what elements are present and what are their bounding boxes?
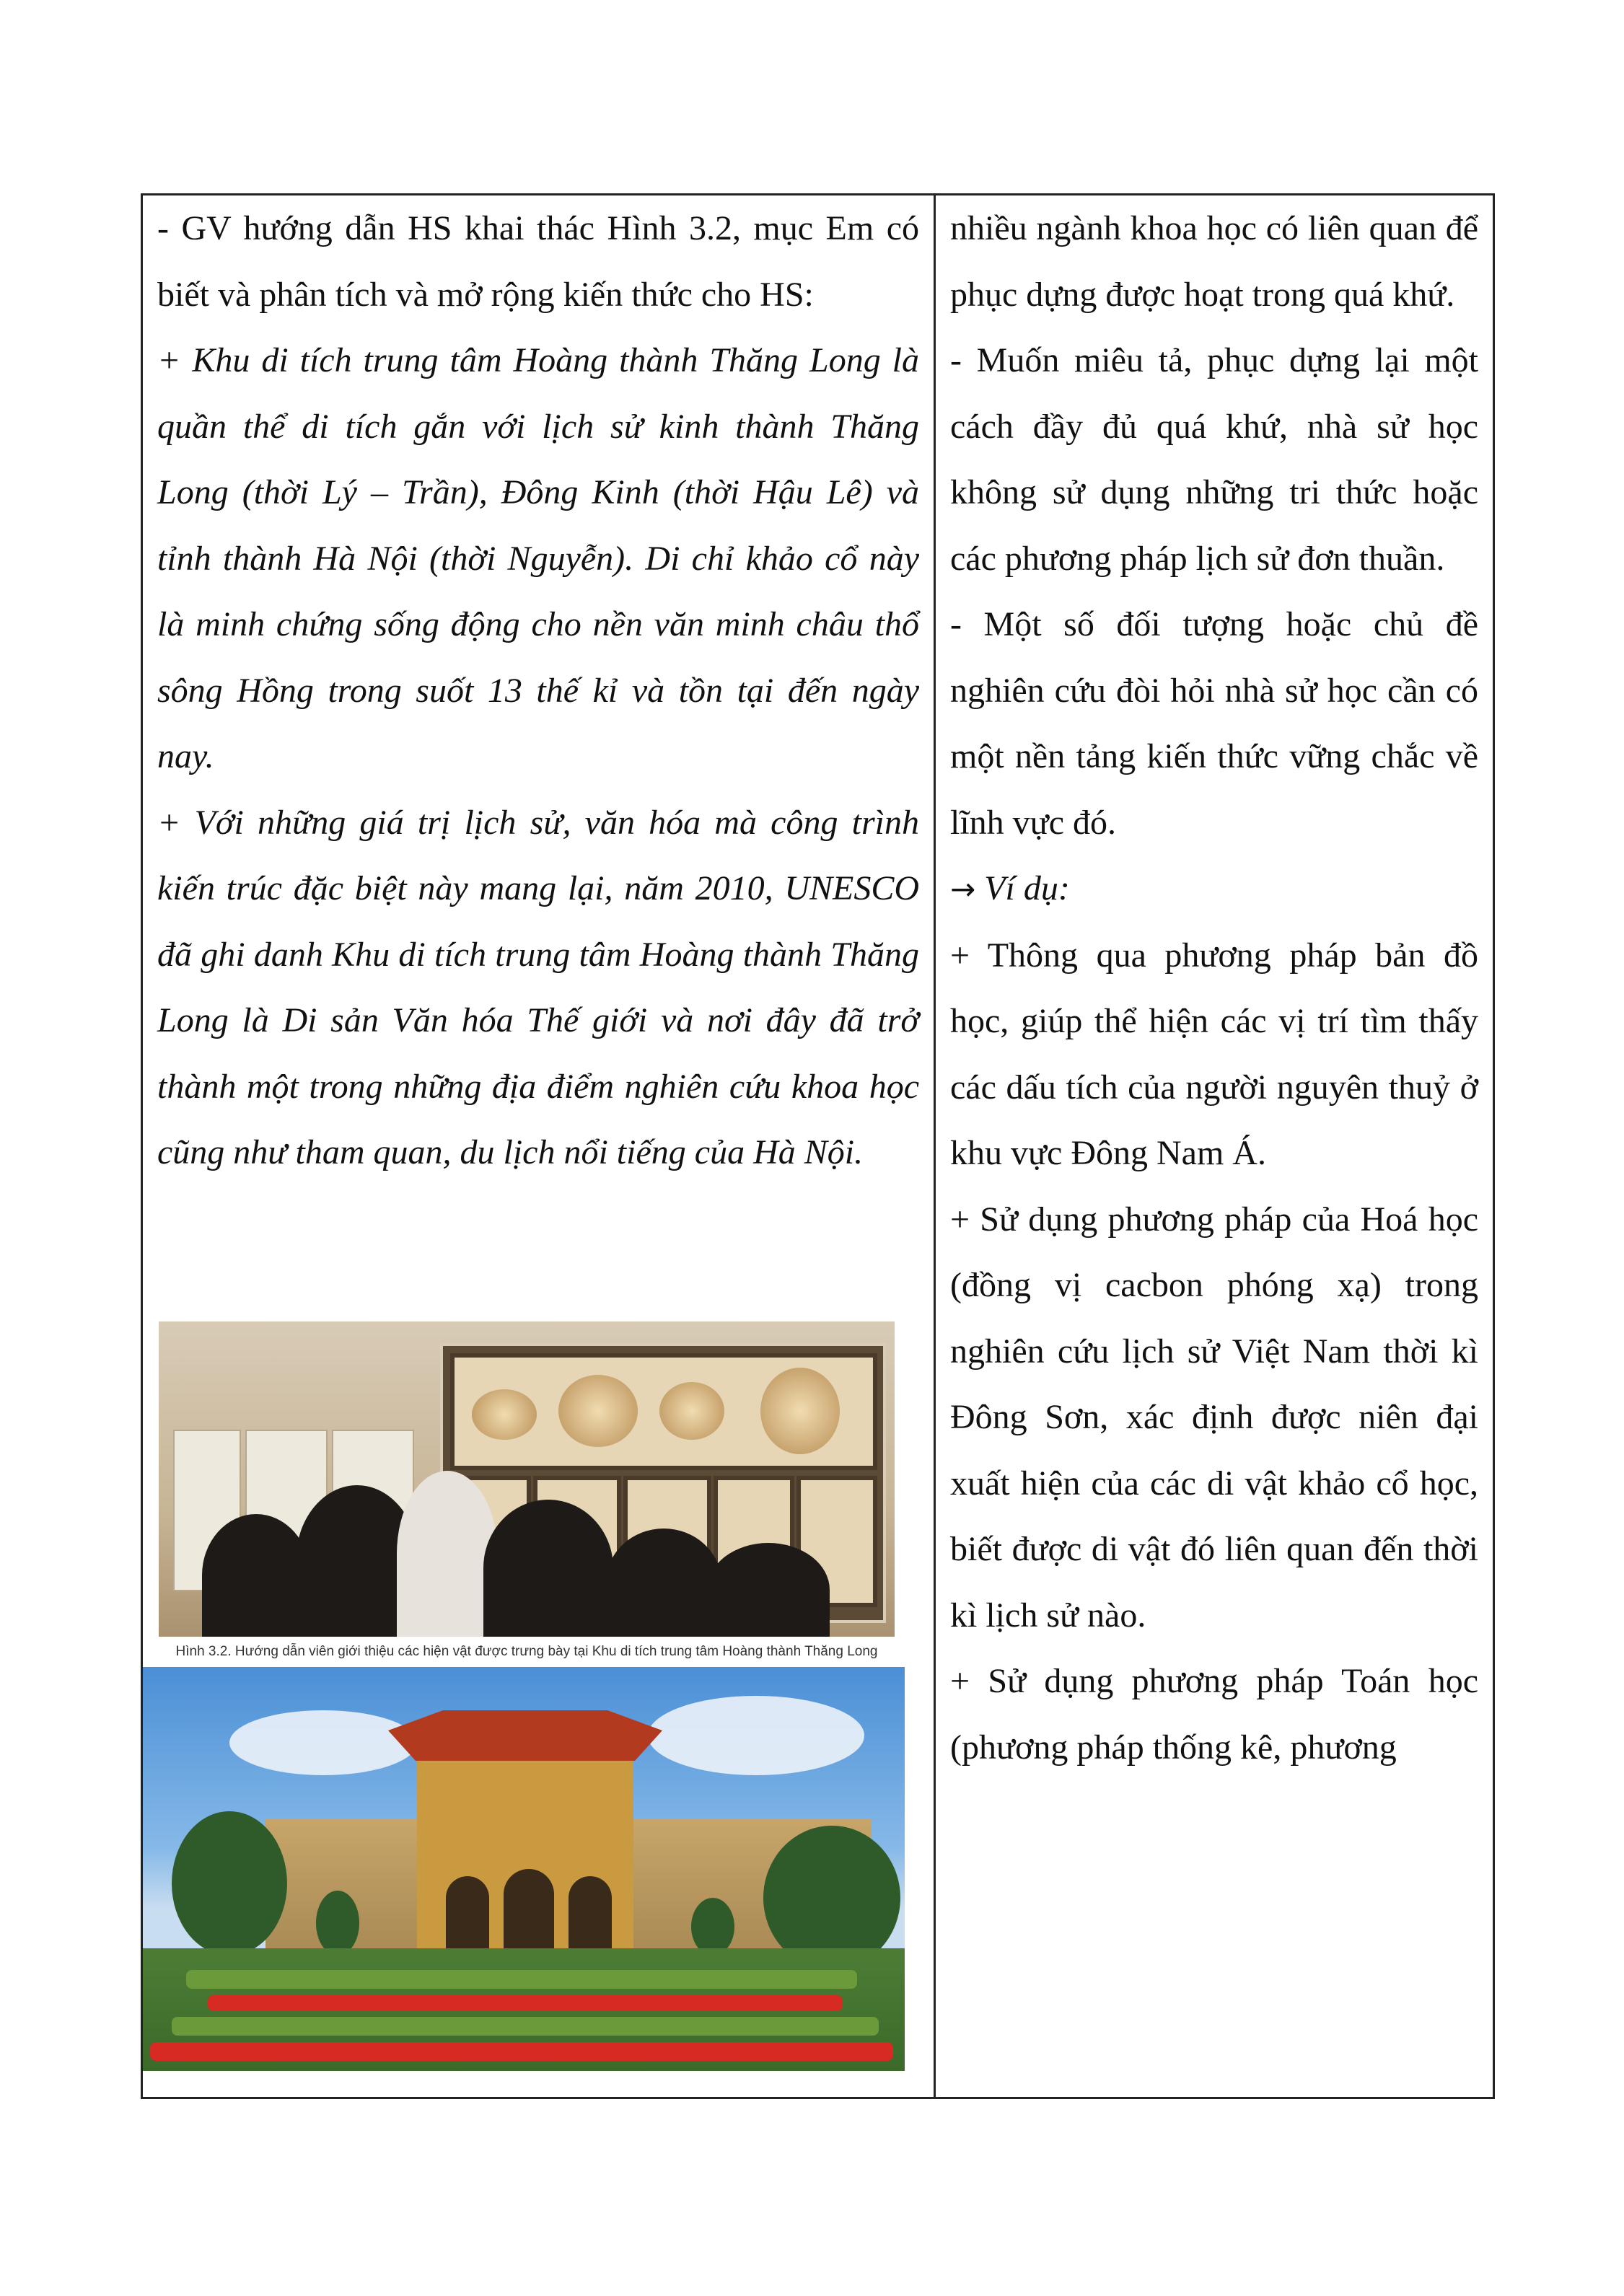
left-paragraph-2: + Khu di tích trung tâm Hoàng thành Thăng Long là quần thể di tích gắn với lịch sử kinh thành Thăng Long (thời Lý – Trần), Đông Kinh (thời Hậu Lê) và tỉnh thành Hà Nội (thời Nguyễn). Di chỉ khảo cổ này là minh chứng sống động cho nền văn minh châu thổ sông Hồng trong suốt 13 thế kỉ và tồn tại đến ngày nay. (157, 341, 919, 775)
right-text (950, 195, 1478, 1780)
citadel-photo (143, 1667, 905, 2071)
right-paragraph-4: + Thông qua phương pháp bản đồ học, giúp thể hiện các vị trí tìm thấy các dấu tích của người nguyên thuỷ ở khu vực Đông Nam Á. (950, 936, 1478, 1172)
example-heading (950, 855, 1478, 923)
example-label: Ví dụ: (984, 869, 1070, 907)
right-paragraph-5: + Sử dụng phương pháp của Hoá học (đồng vị cacbon phóng xạ) trong nghiên cứu lịch sử Việt Nam thời kì Đông Sơn, xác định được niên đại xuất hiện của các di vật khảo cổ học, biết được di vật đó liên quan đến thời kì lịch sử nào. (950, 1200, 1478, 1635)
right-paragraph-6: + Sử dụng phương pháp Toán học (phương pháp thống kê, phương (950, 1662, 1478, 1767)
figure-caption: Hình 3.2. Hướng dẫn viên giới thiệu các hiện vật được trưng bày tại Khu di tích trung tâm Hoàng thành Thăng Long (175, 1644, 878, 1659)
right-column (936, 195, 1493, 2097)
left-column (143, 195, 936, 2097)
right-paragraph-3: - Một số đối tượng hoặc chủ đề nghiên cứu đòi hỏi nhà sử học cần có một nền tảng kiến thức vững chắc về lĩnh vực đó. (950, 605, 1478, 842)
content-table (141, 193, 1495, 2099)
left-paragraph-3: + Với những giá trị lịch sử, văn hóa mà công trình kiến trúc đặc biệt này mang lại, năm 2010, UNESCO đã ghi danh Khu di tích trung tâm Hoàng thành Thăng Long là Di sản Văn hóa Thế giới và nơi đây đã trở thành một trong những địa điểm nghiên cứu khoa học cũng như tham quan, du lịch nổi tiếng của Hà Nội. (157, 803, 919, 1171)
arrow-icon: → (950, 871, 976, 907)
left-text (157, 195, 919, 1186)
right-paragraph-2: - Muốn miêu tả, phục dựng lại một cách đầy đủ quá khứ, nhà sử học không sử dụng những tri thức hoặc các phương pháp lịch sử đơn thuần. (950, 341, 1478, 578)
left-paragraph-1: - GV hướng dẫn HS khai thác Hình 3.2, mục Em có biết và phân tích và mở rộng kiến thức cho HS: (157, 209, 919, 314)
right-paragraph-1: nhiều ngành khoa học có liên quan để phục dựng được hoạt trong quá khứ. (950, 209, 1478, 314)
museum-photo (159, 1321, 895, 1637)
